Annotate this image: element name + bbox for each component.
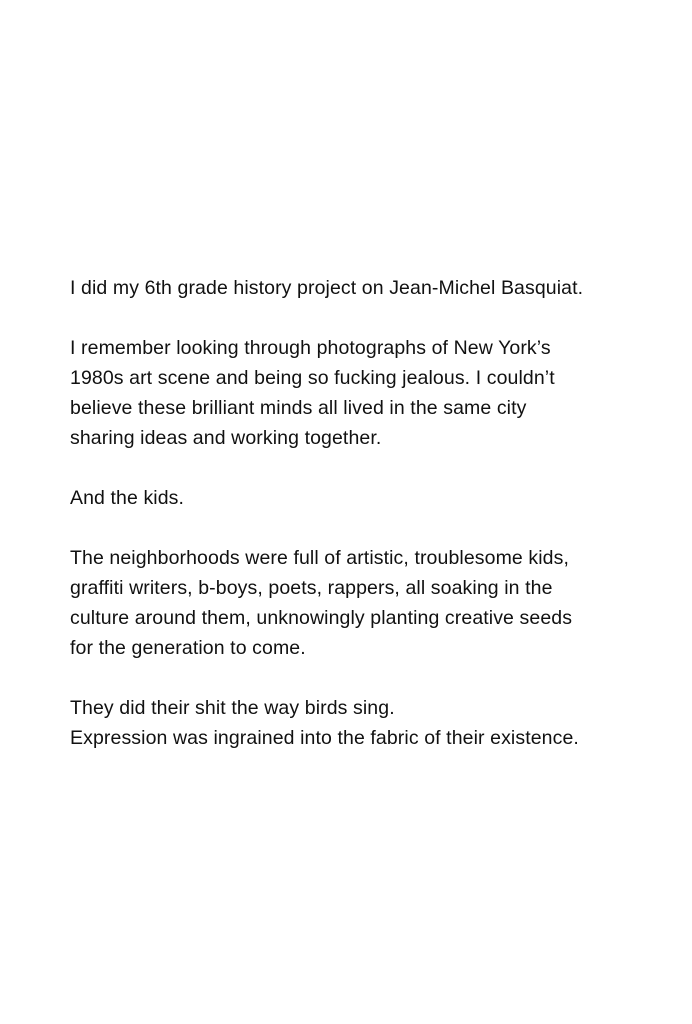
text-line: sharing ideas and working together. (70, 427, 382, 449)
paragraph-memory (70, 333, 670, 453)
text-line: culture around them, unknowingly planting creative seeds (70, 607, 573, 629)
body-text (70, 273, 670, 753)
text-line: The neighborhoods were full of artistic, troublesome kids, (70, 547, 569, 569)
text-line: 1980s art scene and being so fucking jealous. I couldn’t (70, 367, 555, 389)
text-line: graffiti writers, b-boys, poets, rappers, all soaking in the (70, 577, 553, 599)
text-line: for the generation to come. (70, 637, 306, 659)
paragraph-kids (70, 483, 670, 513)
paragraph-intro (70, 273, 670, 303)
text-line: I remember looking through photographs of New York’s (70, 337, 551, 359)
text-line: And the kids. (70, 487, 185, 509)
text-line: They did their shit the way birds sing. (70, 697, 395, 719)
paragraph-expression (70, 693, 670, 753)
paragraph-neighborhoods (70, 543, 670, 663)
text-line: believe these brilliant minds all lived in the same city (70, 397, 527, 419)
text-line: Expression was ingrained into the fabric of their existence. (70, 727, 579, 749)
text-line: I did my 6th grade history project on Jean-Michel Basquiat. (70, 277, 584, 299)
